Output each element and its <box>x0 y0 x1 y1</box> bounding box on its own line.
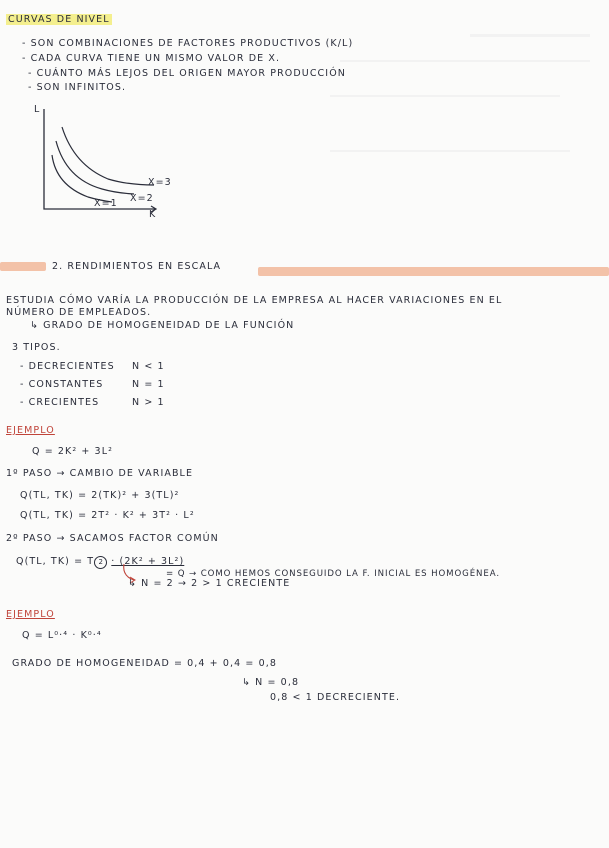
curve-x3 <box>62 127 154 185</box>
ejemplo-2-label: EJEMPLO <box>6 609 55 620</box>
paso-1-title: 1º PASO → CAMBIO DE VARIABLE <box>6 468 194 479</box>
paso-1-line-1: Q(TL, TK) = 2(TK)² + 3(TL)² <box>20 490 180 501</box>
ejemplo-2-equation: Q = L⁰·⁴ · K⁰·⁴ <box>22 630 102 641</box>
graph-xlabel: K <box>149 209 157 220</box>
curve-label-x1: X=1 <box>94 198 118 209</box>
exponent-circled: 2 <box>94 556 107 569</box>
intro-line-1: ESTUDIA CÓMO VARÍA LA PRODUCCIÓN DE LA EMPRESA AL HACER VARIACIONES EN EL <box>6 295 503 306</box>
bullet-1: - SON COMBINACIONES DE FACTORES PRODUCTIVOS (K/L) <box>22 38 354 49</box>
paso-2-eq-left: Q(TL, TK) = T <box>16 556 95 567</box>
curve-label-x3: X=3 <box>148 177 172 188</box>
isoquant-axes <box>30 105 230 225</box>
paso-2-note: = Q → COMO HEMOS CONSEGUIDO LA F. INICIAL ES HOMOGÉNEA. <box>166 569 500 579</box>
graph-ylabel: L <box>34 104 41 115</box>
tipo-decrecientes: - DECRECIENTES <box>20 361 115 372</box>
tipos-title: 3 TIPOS. <box>12 342 61 353</box>
conclusion: 0,8 < 1 DECRECIENTE. <box>270 692 401 703</box>
bullet-4: - SON INFINITOS. <box>28 82 127 93</box>
n-value: ↳ N = 0,8 <box>242 677 300 688</box>
bullet-2: - CADA CURVA TIENE UN MISMO VALOR DE X. <box>22 53 281 64</box>
bleed-through-mark <box>330 150 570 152</box>
bullet-3: - CUÁNTO MÁS LEJOS DEL ORIGEN MAYOR PRODUCCIÓN <box>28 68 346 79</box>
bleed-through-mark <box>340 60 590 62</box>
grado-homogeneidad-line: GRADO DE HOMOGENEIDAD = 0,4 + 0,4 = 0,8 <box>12 658 277 669</box>
paso-2-title: 2º PASO → SACAMOS FACTOR COMÚN <box>6 533 219 544</box>
paso-2-eq-factor: · (2K² + 3L²) <box>111 556 185 567</box>
bleed-through-mark <box>470 34 590 37</box>
bleed-through-mark <box>330 95 560 97</box>
curve-label-x2: X=2 <box>130 193 154 204</box>
grado-line: ↳ GRADO DE HOMOGENEIDAD DE LA FUNCIÓN <box>30 320 295 331</box>
section-title-curvas: CURVAS DE NIVEL <box>8 14 110 25</box>
paso-2-result: ↳ N = 2 → 2 > 1 CRECIENTE <box>128 578 291 589</box>
paso-1-line-2: Q(TL, TK) = 2T² · K² + 3T² · L² <box>20 510 195 521</box>
ejemplo-1-equation: Q = 2K² + 3L² <box>32 446 114 457</box>
ejemplo-1-label: EJEMPLO <box>6 425 55 436</box>
section-bar-right <box>258 267 609 276</box>
section-bar-left <box>0 262 46 271</box>
tipo-decrecientes-cond: N < 1 <box>132 361 165 372</box>
paso-2-equation <box>16 556 184 569</box>
tipo-constantes: - CONSTANTES <box>20 379 104 390</box>
tipo-crecientes: - CRECIENTES <box>20 397 100 408</box>
intro-line-2: NÚMERO DE EMPLEADOS. <box>6 307 152 318</box>
tipo-crecientes-cond: N > 1 <box>132 397 165 408</box>
tipo-constantes-cond: N = 1 <box>132 379 165 390</box>
section-title-rendimientos: 2. RENDIMIENTOS EN ESCALA <box>52 261 222 272</box>
